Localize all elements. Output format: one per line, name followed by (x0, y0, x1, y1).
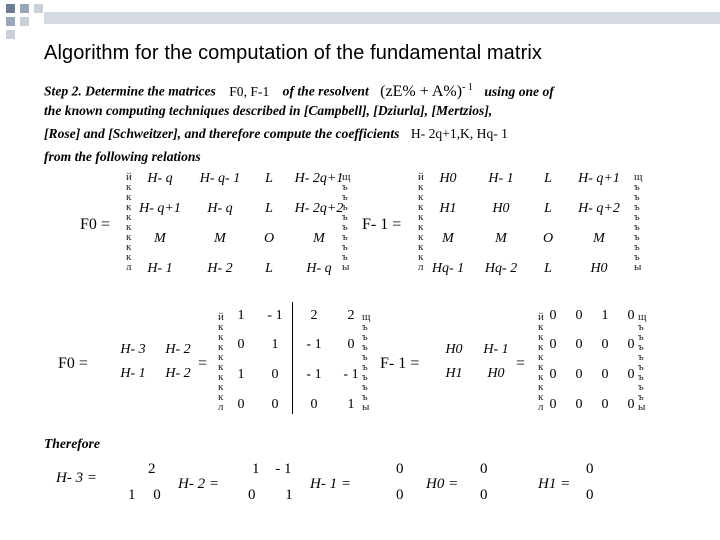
f1m-cell: 0 (549, 308, 557, 323)
f0-left-bracket: й к к к к к к к к л (126, 171, 132, 273)
f0g-cell: M (214, 231, 226, 246)
f1-num-left-bracket: й к к к к к к к к л (538, 311, 544, 413)
f0m-cell: 1 (347, 397, 355, 412)
f0m-cell: 0 (347, 337, 355, 352)
step-text-3: [Rose] and [Schweitzer], and therefore compute the coefficients (44, 126, 400, 141)
value-cell: 0 (248, 487, 256, 503)
f1g-cell: O (542, 231, 554, 246)
f0g-cell: H- 1 (147, 261, 173, 276)
f0m-cell: - 1 (306, 367, 322, 382)
value-cell: 0 (396, 461, 404, 477)
f1g-cell: L (544, 261, 552, 276)
h-minus1-equation (310, 476, 351, 493)
step-paragraph (44, 76, 664, 168)
f1g-cell: H- 1 (488, 171, 514, 186)
value-cell: 1 (128, 487, 136, 503)
f1m-cell: 0 (627, 337, 635, 352)
therefore-label: Therefore (44, 436, 100, 451)
step-text-4: from the following relations (44, 149, 201, 164)
h-minus2-values (242, 456, 293, 508)
f1g-cell: M (593, 231, 605, 246)
f0g-cell: H- 2q+2 (294, 201, 344, 216)
value-cell: 1 (285, 487, 293, 503)
f1-numeric-label: F- 1 = (380, 355, 420, 372)
value-cell: 0 (586, 487, 594, 503)
f0n-cell: H- 2 (165, 366, 191, 381)
h0-equation (426, 476, 458, 493)
f0m-cell: 0 (271, 367, 279, 382)
f0m-cell: - 1 (267, 308, 283, 323)
f1-right-bracket: щ ъ ъ ъ ъ ъ ъ ъ ъ ы (634, 171, 643, 273)
resolvent-exponent: - 1 (462, 82, 473, 93)
f1g-cell: H0 (492, 201, 510, 216)
f0-numeric-matrix (226, 302, 371, 420)
h-minus1-lhs: H- 1 = (310, 476, 351, 492)
f1g-cell: H0 (439, 171, 457, 186)
f1n-cell: H- 1 (483, 342, 509, 357)
f0g-cell: M (154, 231, 166, 246)
f0-general-matrix (132, 164, 352, 284)
h-minus3-equation (56, 470, 97, 487)
f1m-cell: 0 (575, 397, 583, 412)
matrices-symbol: F0, F-1 (229, 83, 270, 99)
f0g-cell: O (263, 231, 275, 246)
step-text-1c: using one of (484, 83, 554, 99)
f0-numeric-label: F0 = (58, 355, 88, 372)
f0g-cell: H- q (306, 261, 332, 276)
f0g-cell: H- q+1 (139, 201, 181, 216)
value-cell: 0 (153, 487, 161, 503)
f1n-cell: H0 (487, 366, 505, 381)
f1m-cell: 0 (575, 367, 583, 382)
f0-num-right-bracket: щ ъ ъ ъ ъ ъ ъ ъ ъ ы (362, 311, 371, 413)
f0-right-bracket: щ ъ ъ ъ ъ ъ ъ ъ ъ ы (342, 171, 351, 273)
f0g-cell: H- q (207, 201, 233, 216)
value-cell: 2 (148, 461, 156, 477)
f0-block-matrix (108, 338, 198, 386)
f1n-cell: H1 (445, 366, 463, 381)
f1g-cell: Hq- 1 (431, 261, 465, 276)
f0m-cell: 2 (347, 308, 355, 323)
coefficients-symbol: H- 2q+1,K, Hq- 1 (410, 126, 508, 141)
f1-general-matrix (424, 164, 632, 284)
f1m-cell: 0 (549, 397, 557, 412)
f1g-cell: H- q+2 (578, 201, 620, 216)
h-minus2-lhs: H- 2 = (178, 476, 219, 492)
h1-values (580, 456, 594, 508)
f1-numeric-matrix (540, 302, 647, 420)
step-text-1: Determine the matrices (85, 83, 216, 99)
f1m-cell: 0 (575, 337, 583, 352)
h1-lhs: H1 = (538, 476, 571, 492)
f0m-cell: 1 (237, 367, 245, 382)
h-minus3-lhs: H- 3 = (56, 470, 97, 486)
f1g-cell: L (544, 171, 552, 186)
f0g-cell: H- 2 (207, 261, 233, 276)
value-cell: - 1 (275, 461, 292, 477)
f0g-cell: L (265, 171, 273, 186)
value-cell: 0 (586, 461, 594, 477)
h1-equation (538, 476, 570, 493)
f1m-cell: 0 (549, 337, 557, 352)
f1g-cell: L (544, 201, 552, 216)
f1g-cell: H0 (590, 261, 608, 276)
f0m-cell: 1 (237, 308, 245, 323)
f0-partition-vertical (292, 302, 293, 414)
resolvent-symbol: (zE% + A%) (380, 82, 463, 100)
value-cell: 0 (480, 487, 488, 503)
title-rule (44, 12, 720, 24)
equals-sign: = (198, 355, 208, 372)
f1m-cell: 0 (575, 308, 583, 323)
f0m-cell: 0 (237, 397, 245, 412)
step-text-1b: of the resolvent (282, 83, 369, 99)
h-minus1-values (372, 456, 404, 508)
f1m-cell: 0 (549, 367, 557, 382)
f0m-cell: - 1 (343, 367, 359, 382)
h0-values (474, 456, 488, 508)
h-minus2-equation (178, 476, 219, 493)
f1g-cell: H1 (439, 201, 457, 216)
f0m-cell: - 1 (306, 337, 322, 352)
f0-num-left-bracket: й к к к к к к к к л (218, 311, 224, 413)
f1g-cell: H- q+1 (578, 171, 620, 186)
f0g-cell: M (313, 231, 325, 246)
f1m-cell: 0 (627, 367, 635, 382)
f0g-cell: H- q- 1 (199, 171, 241, 186)
f0n-cell: H- 3 (120, 342, 146, 357)
f0m-cell: 0 (237, 337, 245, 352)
value-cell: 0 (480, 461, 488, 477)
value-cell: 1 (252, 461, 260, 477)
f1m-cell: 0 (601, 337, 609, 352)
f0m-cell: 2 (310, 308, 318, 323)
f1g-cell: M (442, 231, 454, 246)
f1m-cell: 1 (601, 308, 609, 323)
f1m-cell: 0 (627, 397, 635, 412)
f0g-cell: L (265, 201, 273, 216)
decorative-squares (6, 4, 46, 40)
f0g-cell: H- 2q+1 (294, 171, 344, 186)
f0-general-label: F0 = (80, 216, 110, 233)
h0-lhs: H0 = (426, 476, 459, 492)
value-cell: 0 (396, 487, 404, 503)
f1m-cell: 0 (601, 367, 609, 382)
f0n-cell: H- 2 (165, 342, 191, 357)
f1g-cell: Hq- 2 (484, 261, 518, 276)
step-text-2: the known computing techniques described in [Campbell], [Dziurla], [Mertzios], (44, 103, 493, 118)
f0m-cell: 0 (310, 397, 318, 412)
equals-sign: = (516, 355, 526, 372)
f1-left-bracket: й к к к к к к к к л (418, 171, 424, 273)
f0n-cell: H- 1 (120, 366, 146, 381)
slide-title: Algorithm for the computation of the fundamental matrix (44, 42, 542, 64)
f1m-cell: 0 (627, 308, 635, 323)
f1g-cell: M (495, 231, 507, 246)
f0m-cell: 0 (271, 397, 279, 412)
f0m-cell: 1 (271, 337, 279, 352)
step-label: Step 2. (44, 83, 82, 99)
h-minus3-values (122, 456, 161, 508)
f1-general-label: F- 1 = (362, 216, 402, 233)
f1n-cell: H0 (445, 342, 463, 357)
f0g-cell: L (265, 261, 273, 276)
f1m-cell: 0 (601, 397, 609, 412)
f1-num-right-bracket: щ ъ ъ ъ ъ ъ ъ ъ ъ ы (638, 311, 647, 413)
f0g-cell: H- q (147, 171, 173, 186)
f1-block-matrix (432, 338, 516, 386)
